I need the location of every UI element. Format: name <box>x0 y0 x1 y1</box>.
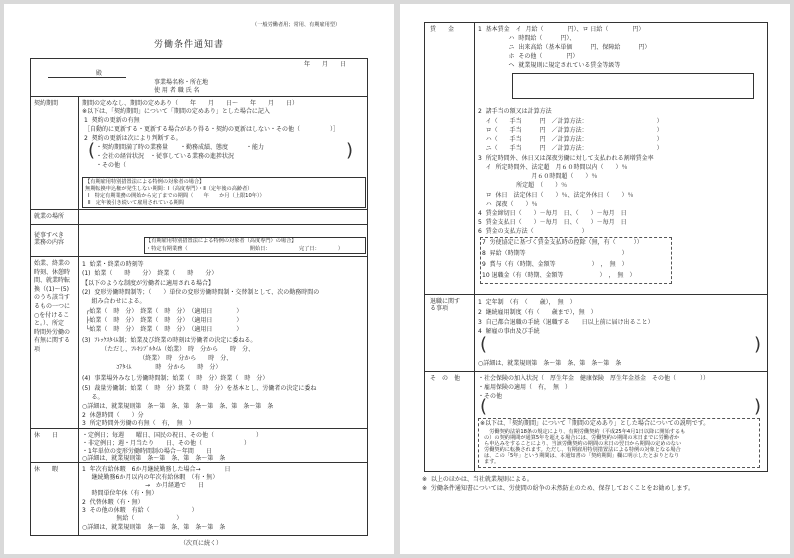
footnote: ※ 以上のほかは、当社就業規則による。 <box>422 476 533 483</box>
label-holidays: 休 日 <box>34 432 59 439</box>
wage-dashed-line: 9 賞与（有（時期、金額等 ） ， 無 ） <box>482 261 628 268</box>
job-special-line: ・特定有期業務（ 開始日： 完了日： ） <box>146 246 344 252</box>
footnote: ※ 労働条件通知書については、労使間の紛争の未然防止のため、保存しておくことをお勧めします。 <box>422 485 695 492</box>
hours-line: ○詳細は、就業規則第 条～第 条、第 条～第 条、第 条～第 条 <box>82 403 274 410</box>
leave-line: 無給（ ） <box>82 515 183 522</box>
row-divider <box>30 256 368 257</box>
hours-line: 2 休憩時間（ ）分 <box>82 412 144 419</box>
bracket-open: ( <box>480 334 488 355</box>
label-wages: 賃 金 <box>430 26 455 33</box>
wage-dashed-line: 10 退職金（有（時期、金額等 ） ， 無 ） <box>482 272 636 279</box>
form-type: （一般労働者用；常用、有期雇用型） <box>252 22 341 28</box>
notice-line: 労働契約法第18条の規定により、有期労働契約（平成25年4月1日以降に開始するも <box>484 429 686 435</box>
hours-line: (1) 始業（ 時 分） 終業（ 時 分） <box>82 270 218 277</box>
hours-line: （終業） 時 分から 時 分、 <box>82 355 233 362</box>
leave-line: 2 代替休暇（有・無） <box>82 499 144 506</box>
contract-line: 期間の定めなし、期間の定めあり（ 年 月 日～ 年 月 日） <box>82 100 299 107</box>
contract-line: 2 契約の更新は次により判断する。 <box>84 135 182 142</box>
wage-line: ロ（ 手当 円 ／計算方法： ） <box>478 127 663 134</box>
hours-line: (5) 裁量労働制；始業（ 時 分）終業（ 時 分）を基本とし、労働者の決定に委ね <box>82 385 317 392</box>
other-line: ・社会保険の加入状況（ 厚生年金 健康保険 厚生年金基金 その他（ ）） <box>478 375 710 382</box>
retirement-line: 2 継続雇用制度（有（ 歳まで），無 ） <box>478 309 597 316</box>
contract-line: ・会社の経営状況 ・従事している業務の進捗状況 <box>96 153 235 160</box>
continued-note: （次頁に続く） <box>180 540 223 547</box>
special-box-line: Ⅱ 定年後引き続いて雇用されている期間 <box>88 200 184 206</box>
row-divider <box>30 224 368 225</box>
label-leave: 休 暇 <box>34 466 59 473</box>
bracket-close: ) <box>754 334 762 355</box>
wage-line: ハ（ 手当 円 ／計算方法： ） <box>478 136 663 143</box>
wage-line: ハ 深夜（ ）％ <box>478 201 538 208</box>
special-box-line: 【有期雇用特別措置法による特例の対象者の場合】 <box>85 179 205 185</box>
row-divider <box>30 96 368 97</box>
holiday-line: ・1年単位の変形労働時間制の場合－年間 日 <box>82 448 212 455</box>
bracket-open: ( <box>88 140 96 161</box>
special-box-line: 無期転換申込権が発生しない期間：Ⅰ（高度専門）・Ⅱ（定年後の高齢者） <box>85 186 253 192</box>
wage-dashed-line: 7 労使協定に基づく賃金支払時の控除（無，有（ ）） <box>482 239 643 246</box>
notice-line: の）の契約期間が通算5年を超える場合には、労働契約の期間の末日までに労働者か <box>484 435 680 441</box>
wage-line: 4 賃金締切日（ ）－毎月 日、（ ）－毎月 日 <box>478 210 627 217</box>
retirement-line: ○詳細は、就業規則第 条～第 条、第 条～第 条 <box>478 360 622 367</box>
hours-line: └始業（ 時 分） 終業（ 時 分） （適用日 ） <box>82 326 243 333</box>
bracket-close: ) <box>754 396 762 417</box>
hours-line: 1 始業・終業の時刻等 <box>82 261 144 268</box>
column-divider <box>78 96 79 536</box>
contract-line: ※以下は、「契約期間」について「期間の定めあり」とした場合に記入 <box>82 108 270 115</box>
label-contract-period: 契約期間 <box>34 100 59 107</box>
contract-line: 1 契約の更新の有無 <box>84 117 140 124</box>
other-line: ・雇用保険の適用（ 有， 無 ） <box>478 384 572 391</box>
leave-line: 継続勤務6か月以内の年次有給休暇 （有・無） <box>82 474 219 481</box>
bracket-close: ) <box>346 140 354 161</box>
wage-dashed-line: 8 昇給（時期等 ） <box>482 250 628 257</box>
contract-line: ・契約期間満了時の業務量 ・勤務成績、態度 ・能力 <box>96 144 265 151</box>
employer-address: 事業場名称・所在地 <box>154 79 209 86</box>
wage-line: 月６０時間超（ ）％ <box>478 173 598 180</box>
hours-line: ├始業（ 時 分） 終業（ 時 分） （適用日 ） <box>82 317 243 324</box>
holiday-line: ・定例日；毎週 曜日、国民の祝日、その他（ ） <box>82 432 263 439</box>
notice-line: は、この「5年」という期間は、本通知書の「契約期間」欄に明示したとおりとなり <box>484 453 680 459</box>
document-title: 労働条件通知書 <box>154 40 225 50</box>
date: 年 月 日 <box>304 61 347 68</box>
hours-line: ┌始業（ 時 分） 終業（ 時 分） （適用日 ） <box>82 308 243 315</box>
wage-line: 1 基本賃金 イ 月給（ 円）、ロ 日給（ 円） <box>478 26 645 33</box>
row-divider <box>30 209 368 210</box>
hours-line: る。 <box>82 394 104 401</box>
holiday-line: ○詳細は、就業規則第 条～第 条、第 条～第 条 <box>82 455 226 462</box>
addressee: 殿 <box>96 70 103 77</box>
hours-line: 【以下のような制度が労働者に適用される場合】 <box>82 280 215 287</box>
wage-line: ハ 時間給（ 円）、 <box>478 35 576 42</box>
leave-line: 3 その他の休暇 有給（ ） <box>82 507 198 514</box>
wage-line: ロ 休日 法定休日（ ）％、法定外休日（ ）％ <box>478 192 634 199</box>
wage-line: ニ 出来高給（基本単価 円、保障給 円） <box>478 44 651 51</box>
contract-line: ・その他（ <box>96 162 127 169</box>
row-divider <box>30 428 368 429</box>
label-other: そ の 他 <box>430 375 461 382</box>
employer-name: 使 用 者 職 氏 名 <box>154 87 200 94</box>
contract-line: ［自動的に更新する・更新する場合があり得る・契約の更新はしない・その他（ ）］ <box>84 126 340 133</box>
leave-line: ○詳細は、就業規則第 条～第 条、第 条～第 条 <box>82 524 226 531</box>
page-left <box>4 4 394 554</box>
hours-line: 3 所定時間外労働の有無（ 有， 無 ） <box>82 420 195 427</box>
wage-line: イ（ 手当 円 ／計算方法： ） <box>478 118 663 125</box>
row-divider <box>424 294 768 295</box>
hours-line: (3) ﾌﾚｯｸｽﾀｲﾑ制；始業及び終業の時刻は労働者の決定に委ねる。 <box>82 337 257 344</box>
hours-line: （ただし、ﾌﾚｷｼﾌﾞﾙﾀｲﾑ（始業） 時 分から 時 分、 <box>82 346 255 353</box>
special-box-line: Ⅰ 特定有期業務の開始から完了までの期間（ 年 か月（上限10年）） <box>88 193 265 199</box>
wage-line: ニ（ 手当 円 ／計算方法： ） <box>478 145 663 152</box>
wage-line: 2 諸手当の額又は計算方法 <box>478 108 552 115</box>
row-divider <box>424 371 768 372</box>
retirement-line: 1 定年制 （有 （ 歳）， 無 ） <box>478 299 576 306</box>
label-workplace: 就業の場所 <box>34 213 65 220</box>
wage-line: 所定超 （ ）％ <box>478 182 568 189</box>
addressee-line <box>48 77 126 78</box>
wage-line: 6 賃金の支払方法（ ） <box>478 228 588 235</box>
notice-line: 労働契約に転換されます。ただし、有期雇用特別措置法による特例の対象となる場合 <box>484 447 681 453</box>
hours-line: (4) 事業場外みなし労働時間制；始業（ 時 分）終業（ 時 分） <box>82 375 269 382</box>
wage-line: イ 所定時間外、法定超 月６０時間以内（ ）％ <box>478 164 628 171</box>
retirement-line: 4 解雇の事由及び手続 <box>478 328 540 335</box>
wage-line: 5 賃金支払日（ ）－毎月 日、（ ）－毎月 日 <box>478 219 627 226</box>
hours-line: 組み合わせによる。 <box>82 298 146 305</box>
label-hours: 始業、終業の 時刻、休憩時 間、就業時転 換（(1)～(5) のうち該当す るもの一つに ○を付けるこ と。）、所定 時間外労働の 有無に関する 項 <box>34 260 71 353</box>
hours-line: ｺｱﾀｲﾑ 時 分から 時 分） <box>82 364 222 371</box>
holiday-line: ・非定例日；週・月当たり 日、その他（ ） <box>82 440 251 447</box>
leave-line: 時間単位年休（有・無） <box>82 490 158 497</box>
column-divider <box>474 22 475 472</box>
retirement-line: 3 自己都合退職の手続（退職する 日以上前に届け出ること） <box>478 319 654 326</box>
wage-grade-box <box>512 73 754 99</box>
notice-title: ※以下は、「契約期間」について「期間の定めあり」とした場合についての説明です。 <box>480 420 710 427</box>
wage-line: 3 所定時間外、休日又は深夜労働に対して支払われる割増賃金率 <box>478 155 654 162</box>
hours-line: (2) 変形労働時間制等；（ ）単位の変形労働時間制・交替制として、次の勤務時間の <box>82 289 320 296</box>
label-retirement: 退職に関す る事項 <box>430 298 461 313</box>
notice-line: ます。 <box>484 459 500 465</box>
label-job: 従事すべき 業務の内容 <box>34 232 65 247</box>
other-line: ・その他 <box>478 393 503 400</box>
leave-line: → か月経過で 日 <box>82 482 204 489</box>
notice-line: ら申込みをすることにより、当該労働契約の期間の末日の翌日から期間の定めのない <box>484 441 682 447</box>
job-special-line: 【有期雇用特別措置法による特例の対象者（高度専門）の場合】 <box>146 238 297 244</box>
leave-line: 1 年次有給休暇 6か月継続勤務した場合→ 日 <box>82 466 231 473</box>
bracket-open: ( <box>480 396 488 417</box>
page-right <box>400 4 790 554</box>
wage-line: ヘ 就業規則に規定されている賃金等級等 <box>478 62 621 69</box>
wage-line: ホ その他（ 円） <box>478 53 579 60</box>
